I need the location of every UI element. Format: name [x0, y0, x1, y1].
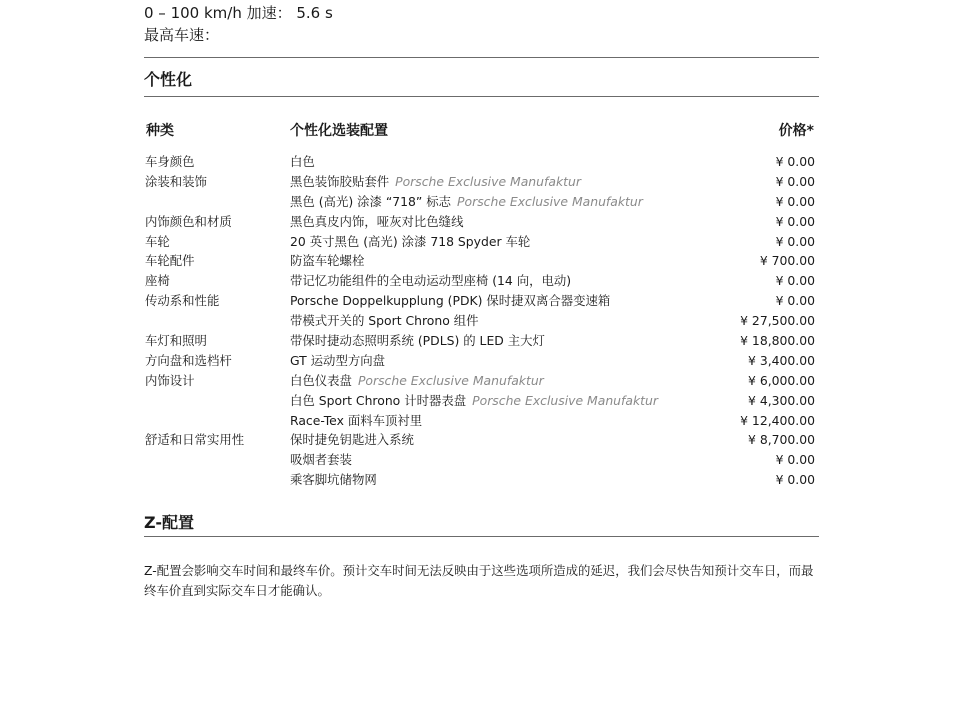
row-category: 涂装和装饰 — [145, 173, 207, 189]
row-price: ¥ 0.00 — [775, 472, 815, 488]
acceleration-spec: 0 – 100 km/h 加速： 5.6 s — [144, 4, 333, 22]
row-price: ¥ 27,500.00 — [740, 313, 815, 329]
table-row — [0, 470, 960, 490]
column-header-category: 种类 — [146, 123, 174, 139]
table-row — [0, 172, 960, 192]
row-price: ¥ 0.00 — [775, 293, 815, 309]
row-price: ¥ 4,300.00 — [748, 392, 815, 408]
table-row — [0, 311, 960, 331]
divider — [144, 96, 819, 97]
row-option — [290, 371, 544, 391]
row-option — [290, 351, 385, 371]
brand-label: Porsche Exclusive Manufaktur — [357, 372, 544, 388]
option-label: Race-Tex 面料车顶衬里 — [290, 412, 423, 428]
row-price: ¥ 0.00 — [775, 193, 815, 209]
row-category: 车轮配件 — [145, 253, 195, 269]
divider — [144, 536, 819, 537]
table-row — [0, 411, 960, 431]
row-option — [290, 450, 352, 470]
brand-label: Porsche Exclusive Manufaktur — [472, 392, 658, 408]
row-option — [290, 232, 530, 252]
table-row — [0, 331, 960, 351]
row-category: 方向盘和选档杆 — [145, 352, 232, 368]
row-category: 内饰设计 — [145, 372, 195, 388]
option-label: 吸烟者套装 — [290, 452, 352, 468]
row-price: ¥ 0.00 — [775, 213, 815, 229]
row-option — [290, 172, 581, 192]
table-row — [0, 430, 960, 450]
row-category: 传动系和性能 — [145, 293, 220, 309]
option-label: 带保时捷动态照明系统 (PDLS) 的 LED 主大灯 — [290, 333, 545, 349]
table-row — [0, 212, 960, 232]
row-category: 车身颜色 — [145, 154, 195, 169]
options-table — [0, 152, 960, 490]
row-option — [290, 212, 463, 232]
row-category: 座椅 — [145, 273, 170, 289]
option-label: 白色 — [290, 154, 315, 169]
divider — [144, 57, 819, 58]
table-row — [0, 152, 960, 172]
row-option — [290, 311, 479, 331]
row-category: 内饰颜色和材质 — [145, 213, 232, 229]
section-title-z-config: Z-配置 — [144, 513, 194, 532]
row-option — [290, 152, 315, 172]
table-row — [0, 371, 960, 391]
option-label: Porsche Doppelkupplung (PDK) 保时捷双离合器变速箱 — [290, 293, 611, 309]
option-label: 白色仪表盘 — [290, 372, 352, 388]
table-row — [0, 192, 960, 212]
option-label: 乘客脚坑储物网 — [290, 472, 377, 488]
row-price: ¥ 8,700.00 — [748, 432, 815, 448]
option-label: 白色 Sport Chrono 计时器表盘 — [290, 392, 467, 408]
row-option — [290, 291, 610, 311]
table-row — [0, 291, 960, 311]
option-label: 带模式开关的 Sport Chrono 组件 — [290, 313, 479, 329]
column-header-option: 个性化选装配置 — [290, 123, 388, 139]
row-price: ¥ 18,800.00 — [740, 333, 815, 349]
row-category: 舒适和日常实用性 — [145, 432, 245, 448]
option-label: 黑色装饰胶贴套件 — [290, 173, 390, 189]
table-row — [0, 391, 960, 411]
row-price: ¥ 0.00 — [775, 452, 815, 468]
row-price: ¥ 0.00 — [775, 154, 815, 169]
table-row — [0, 351, 960, 371]
row-option — [290, 251, 364, 271]
option-label: GT 运动型方向盘 — [290, 352, 386, 368]
row-option — [290, 430, 414, 450]
z-config-note: Z-配置会影响交车时间和最终车价。预计交车时间无法反映由于这些选项所造成的延迟，我们会尽快告知预计交车日，而最终车价直到实际交车日才能确认。 — [144, 563, 814, 598]
table-row — [0, 450, 960, 470]
row-price: ¥ 700.00 — [759, 253, 815, 269]
table-row — [0, 232, 960, 252]
option-label: 带记忆功能组件的全电动运动型座椅 (14 向，电动) — [290, 273, 572, 289]
brand-label: Porsche Exclusive Manufaktur — [395, 173, 581, 189]
row-option — [290, 192, 643, 212]
row-option — [290, 331, 545, 351]
row-price: ¥ 0.00 — [775, 173, 815, 189]
row-option — [290, 411, 422, 431]
row-option — [290, 470, 377, 490]
brand-label: Porsche Exclusive Manufaktur — [457, 193, 643, 209]
column-header-price: 价格* — [778, 123, 814, 139]
row-price: ¥ 0.00 — [775, 233, 815, 249]
row-category: 车轮 — [145, 233, 170, 249]
top-speed-spec: 最高车速： — [144, 26, 220, 44]
row-option — [290, 271, 571, 291]
row-price: ¥ 3,400.00 — [748, 352, 815, 368]
row-option — [290, 391, 658, 411]
table-row — [0, 271, 960, 291]
row-price: ¥ 6,000.00 — [748, 372, 815, 388]
option-label: 黑色 (高光) 涂漆 “718” 标志 — [290, 193, 452, 209]
table-row — [0, 251, 960, 271]
row-price: ¥ 0.00 — [775, 273, 815, 289]
option-label: 黑色真皮内饰，哑灰对比色缝线 — [290, 213, 464, 229]
option-label: 防盗车轮螺栓 — [290, 253, 365, 269]
section-title-personalization: 个性化 — [144, 70, 193, 89]
option-label: 保时捷免钥匙进入系统 — [290, 432, 414, 448]
row-category: 车灯和照明 — [145, 333, 207, 349]
row-price: ¥ 12,400.00 — [740, 412, 815, 428]
option-label: 20 英寸黑色 (高光) 涂漆 718 Spyder 车轮 — [290, 233, 531, 249]
